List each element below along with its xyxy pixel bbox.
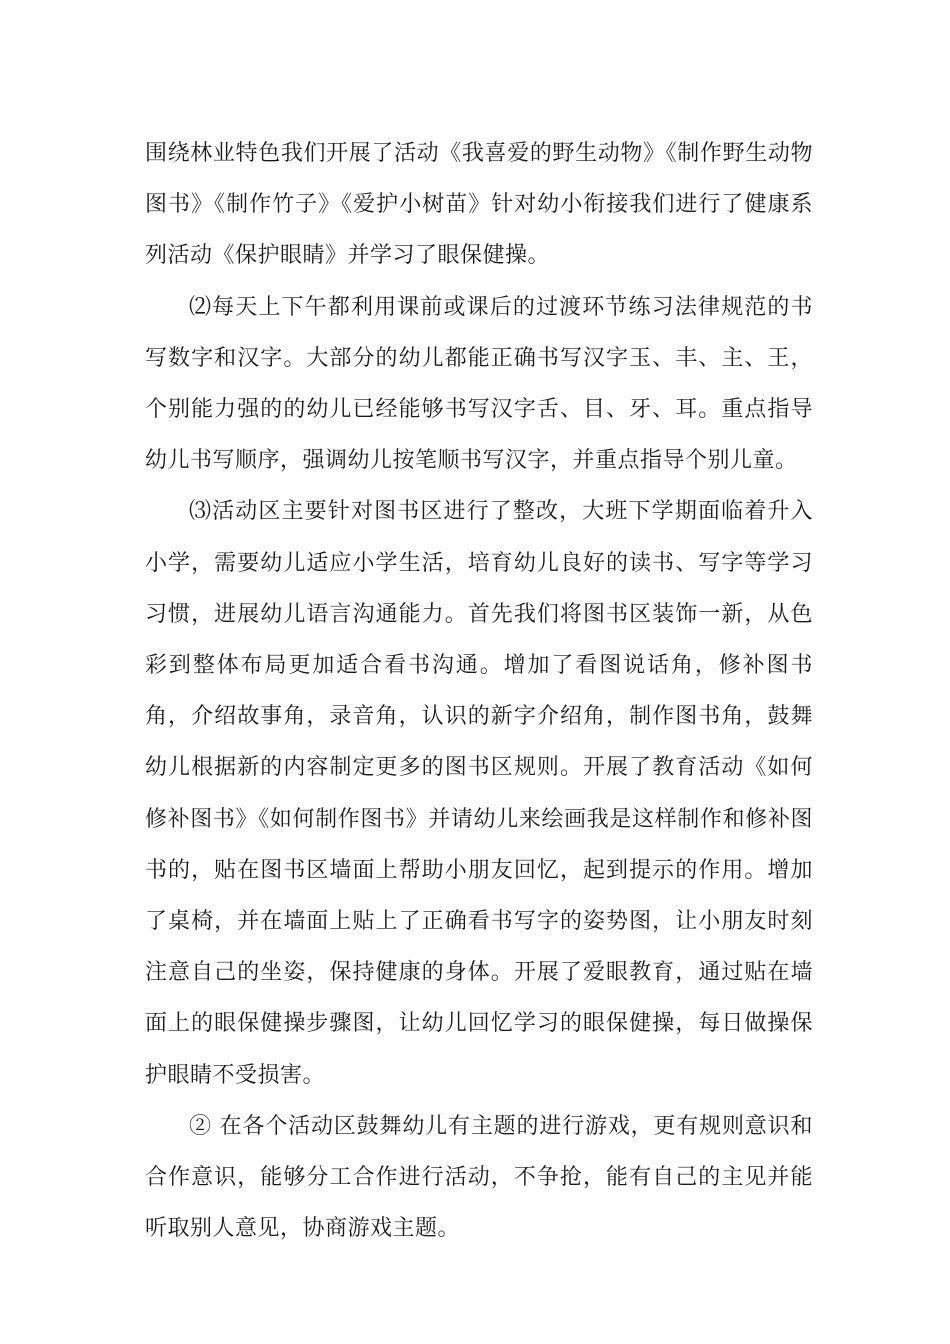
paragraph-activity-areas: ② 在各个活动区鼓舞幼儿有主题的进行游戏，更有规则意识和合作意识，能够分工合作进行活动，不争抢，能有自己的主见并能听取别人意见，协商游戏主题。 [145,1113,813,1242]
paragraph-intro: 围绕林业特色我们开展了活动《我喜爱的野生动物》《制作野生动物图书》《制作竹子》《爱护小树苗》针对幼小衔接我们进行了健康系列活动《保护眼睛》并学习了眼保健操。 [145,141,813,269]
paragraph-writing-practice: ⑵每天上下午都利用课前或课后的过渡环节练习法律规范的书写数字和汉字。大部分的幼儿都能正确书写汉字玉、丰、主、王，个别能力强的的幼儿已经能够书写汉字舌、目、牙、耳。重点指导幼儿书写顺序，强调幼儿按笔顺书写汉字，并重点指导个别儿童。 [145,294,813,474]
paragraph-book-corner: ⑶活动区主要针对图书区进行了整改，大班下学期面临着升入小学，需要幼儿适应小学生活，培育幼儿良好的读书、写字等学习习惯，进展幼儿语言沟通能力。首先我们将图书区装饰一新，从色彩到整体布局更加适合看书沟通。增加了看图说话角，修补图书角，介绍故事角，录音角，认识的新字介绍角，制作图书角，鼓舞幼儿根据新的内容制定更多的图书区规则。开展了教育活动《如何修补图书》《如何制作图书》并请幼儿来绘画我是这样制作和修补图书的，贴在图书区墙面上帮助小朋友回忆，起到提示的作用。增加了桌椅，并在墙面上贴上了正确看书写字的姿势图，让小朋友时刻注意自己的坐姿，保持健康的身体。开展了爱眼教育，通过贴在墙面上的眼保健操步骤图，让幼儿回忆学习的眼保健操，每日做操保护眼睛不受损害。 [145,499,813,1088]
document-body [145,128,813,1254]
